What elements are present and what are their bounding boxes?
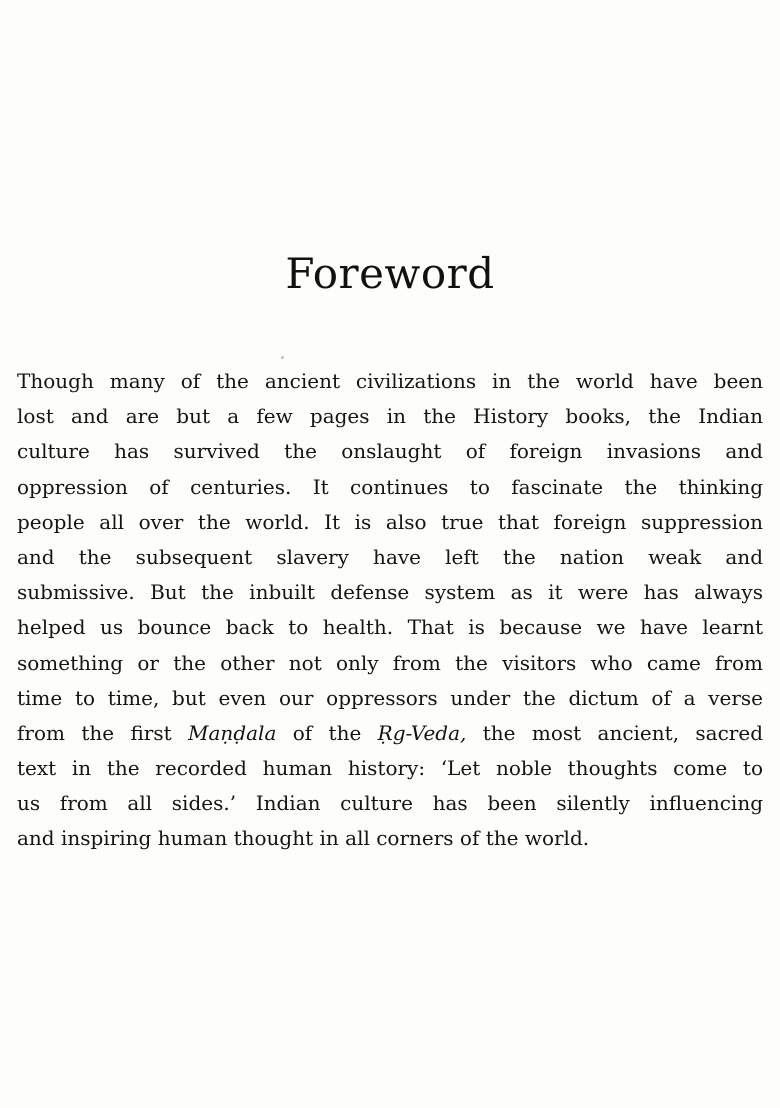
text-run: us from all sides.’ Indian culture has been silently influencing	[17, 791, 763, 816]
text-line	[17, 364, 763, 399]
page-title: Foreword	[285, 249, 495, 298]
text-line	[17, 540, 763, 575]
foreword-paragraph	[17, 364, 763, 857]
text-line	[17, 434, 763, 469]
italic-term: Maṇḍala	[188, 720, 277, 745]
text-run: from the first	[17, 720, 189, 745]
text-line	[17, 610, 763, 645]
text-run: text in the recorded human history: ‘Let noble thoughts come to	[17, 756, 763, 781]
text-run: and inspiring human thought in all corners of the world.	[17, 826, 590, 851]
text-line	[17, 821, 763, 856]
text-line	[17, 470, 763, 505]
text-run: submissive. But the inbuilt defense system as it were has always	[17, 580, 763, 605]
text-run: culture has survived the onslaught of foreign invasions and	[17, 439, 763, 464]
text-line	[17, 681, 763, 716]
text-run: Though many of the ancient civilizations in the world have been	[17, 369, 763, 393]
text-line	[17, 716, 763, 751]
text-line	[17, 646, 763, 681]
text-run: of the	[276, 720, 378, 745]
text-line	[17, 505, 763, 540]
text-run: people all over the world. It is also true that foreign suppression	[17, 509, 763, 534]
text-run: the most ancient, sacred	[466, 720, 763, 745]
text-run: something or the other not only from the visitors who came from	[17, 650, 763, 675]
text-line	[17, 786, 763, 821]
scan-speck	[281, 356, 284, 359]
text-line	[17, 575, 763, 610]
text-run: lost and are but a few pages in the History books, the Indian	[17, 404, 763, 429]
text-line	[17, 399, 763, 434]
text-run: helped us bounce back to health. That is because we have learnt	[17, 615, 763, 640]
italic-term: Ṛg-Veda,	[377, 720, 467, 745]
text-run: and the subsequent slavery have left the nation weak and	[17, 544, 763, 569]
text-line	[17, 751, 763, 786]
text-run: time to time, but even our oppressors under the dictum of a verse	[17, 685, 763, 710]
text-run: oppression of centuries. It continues to fascinate the thinking	[17, 474, 763, 499]
